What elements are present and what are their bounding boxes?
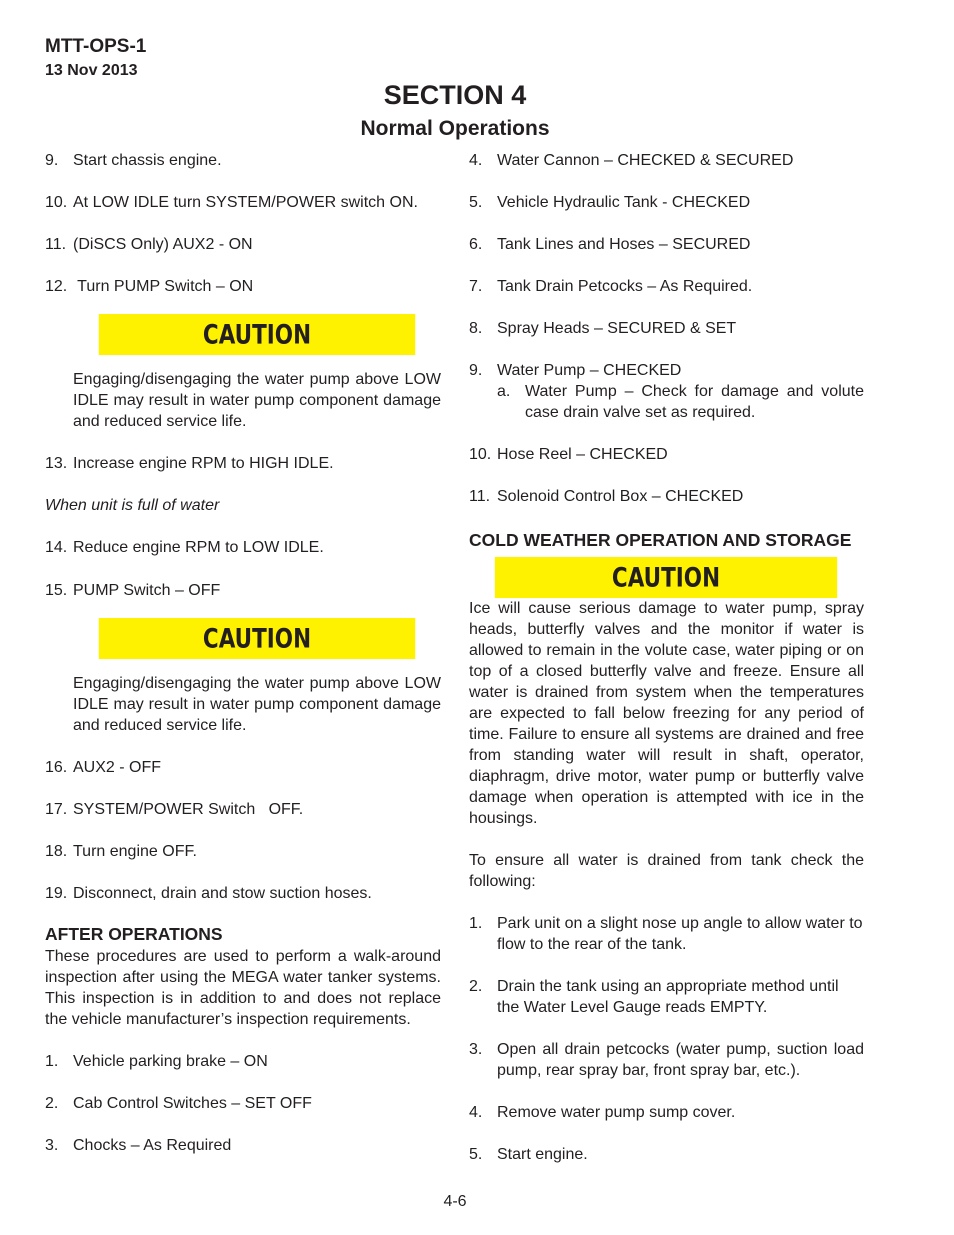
list-item: 14. Reduce engine RPM to LOW IDLE. — [45, 539, 324, 556]
caution-label: CAUTION — [202, 319, 312, 350]
list-item: 11. Solenoid Control Box – CHECKED — [469, 488, 744, 505]
section-title: SECTION 4 — [383, 80, 527, 110]
list-item: 2. Drain the tank using an appropriate method until the Water Level Gauge reads EMPTY. — [469, 978, 839, 1016]
caution-banner — [73, 314, 441, 355]
list-item: 13. Increase engine RPM to HIGH IDLE. — [45, 455, 334, 472]
after-operations-paragraph: These procedures are used to perform a walk-around inspection after using the MEGA water tanker systems. This inspection is in addition to and does not replace the vehicle manufacturer’s inspection requirements. — [45, 948, 441, 1028]
list-item: 8. Spray Heads – SECURED & SET — [469, 320, 737, 337]
drain-intro-paragraph: To ensure all water is drained from tank check the following: — [469, 852, 864, 890]
list-item: 5. Start engine. — [469, 1146, 588, 1163]
sub-list-item: a. Water Pump – Check for damage and volute case drain valve set as required. — [497, 383, 864, 421]
list-item: 10. Hose Reel – CHECKED — [469, 446, 668, 463]
list-item: 6. Tank Lines and Hoses – SECURED — [469, 236, 751, 253]
caution-text: Engaging/disengaging the water pump above LOW IDLE may result in water pump component damage and reduced service life. — [73, 371, 441, 430]
cold-weather-heading: COLD WEATHER OPERATION AND STORAGE — [469, 530, 852, 550]
doc-date: 13 Nov 2013 — [45, 62, 138, 79]
list-item: 10. At LOW IDLE turn SYSTEM/POWER switch ON. — [45, 194, 418, 211]
left-column — [45, 150, 441, 1177]
caution-text: Engaging/disengaging the water pump above LOW IDLE may result in water pump component damage and reduced service life. — [73, 675, 441, 734]
after-operations-heading: AFTER OPERATIONS — [45, 924, 223, 944]
caution-banner — [73, 618, 441, 659]
list-item: 17. SYSTEM/POWER Switch OFF. — [45, 801, 304, 818]
list-item: 1. Vehicle parking brake – ON — [45, 1053, 268, 1070]
list-item: 11. (DiSCS Only) AUX2 - ON — [45, 236, 253, 253]
list-item: 1. Park unit on a slight nose up angle to allow water to flow to the rear of the tank. — [469, 915, 863, 953]
list-item: 19. Disconnect, drain and stow suction hoses. — [45, 885, 372, 902]
list-item: 7. Tank Drain Petcocks – As Required. — [469, 278, 753, 295]
list-item: 18. Turn engine OFF. — [45, 843, 197, 860]
italic-note: When unit is full of water — [45, 497, 220, 514]
caution-banner — [467, 557, 865, 598]
list-item: 16. AUX2 - OFF — [45, 759, 162, 776]
right-column — [469, 150, 864, 1186]
list-item: 12. Turn PUMP Switch – ON — [45, 278, 254, 295]
list-item: 9. Water Pump – CHECKED — [469, 362, 682, 379]
list-item: 4. Remove water pump sump cover. — [469, 1104, 736, 1121]
caution-label: CAUTION — [202, 623, 312, 654]
list-item: 15. PUMP Switch – OFF — [45, 582, 221, 599]
list-item: 3. Open all drain petcocks (water pump, suction load pump, rear spray bar, front spray bar, etc.). — [469, 1041, 864, 1079]
doc-id: MTT-OPS-1 — [45, 36, 147, 57]
section-subtitle: Normal Operations — [360, 117, 550, 140]
list-item: 9. Start chassis engine. — [45, 152, 222, 169]
page-number: 4-6 — [443, 1193, 467, 1210]
list-item: 4. Water Cannon – CHECKED & SECURED — [469, 152, 794, 169]
list-item: 5. Vehicle Hydraulic Tank - CHECKED — [469, 194, 751, 211]
cold-weather-paragraph: Ice will cause serious damage to water pump, spray heads, butterfly valves and the monitor if water is allowed to remain in the volute case, water piping or on top of a closed butterfly valve and freeze. Ensure all water is drained from system when the temperatures are expected to fall below freezing for any period of time. Failure to ensure all systems are drained and free from standing water will result in shaft, operator, diaphragm, drive motor, water pump or butterfly valve damage when operation is attempted with ice in the housings. — [469, 600, 864, 827]
caution-label: CAUTION — [611, 562, 721, 593]
list-item: 3. Chocks – As Required — [45, 1137, 232, 1154]
list-item: 2. Cab Control Switches – SET OFF — [45, 1095, 312, 1112]
